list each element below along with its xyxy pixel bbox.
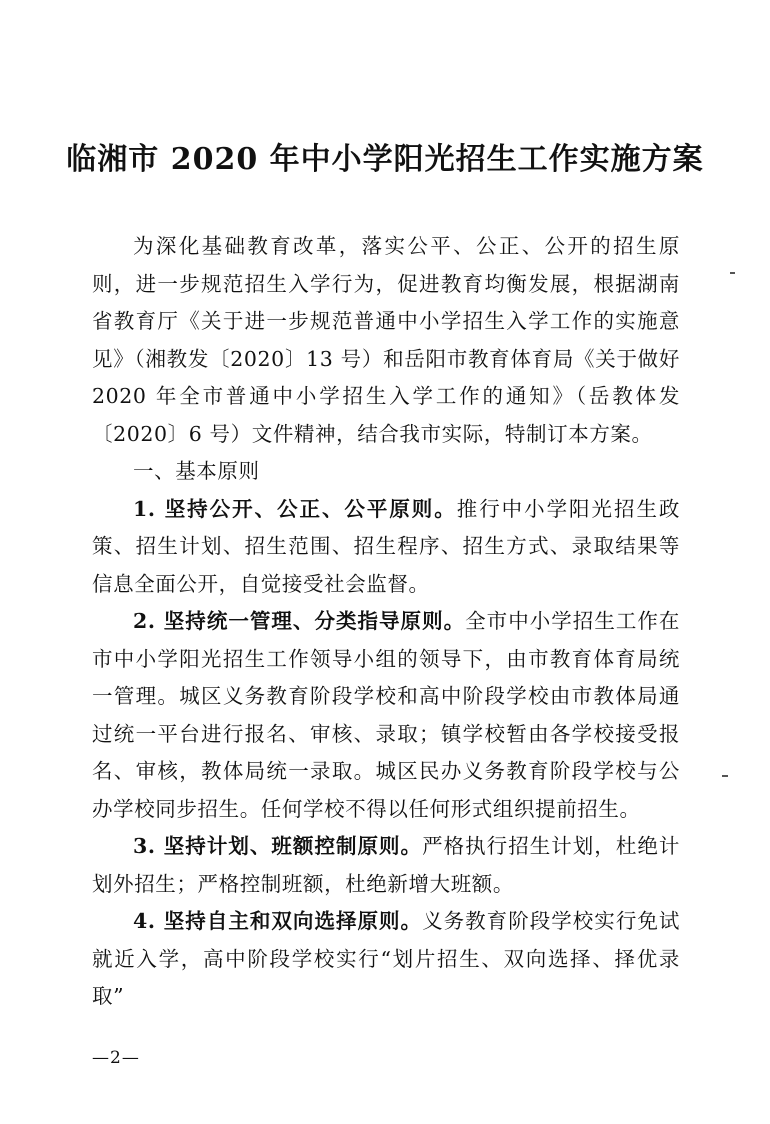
- principle-paragraph-3: [92, 828, 680, 903]
- scan-mark: [730, 272, 735, 274]
- principle-paragraph-4: [92, 903, 680, 1016]
- principle-text-3: 严格执行招生计划，杜绝计划外招生；严格控制班额，杜绝新增大班额。: [92, 834, 680, 896]
- scan-mark: [722, 775, 728, 777]
- principle-text-1: 推行中小学阳光招生政策、招生计划、招生范围、招生程序、招生方式、录取结果等信息全面公开，自觉接受社会监督。: [92, 496, 681, 596]
- principle-text-4: 义务教育阶段学校实行免试就近入学，高中阶段学校实行“划片招生、双向选择、择优录取”: [92, 909, 680, 1008]
- page-number: —2—: [92, 1048, 140, 1068]
- principle-title-3: 3. 坚持计划、班额控制原则。: [133, 834, 423, 858]
- principle-title-2: 2. 坚持统一管理、分类指导原则。: [133, 609, 466, 633]
- principle-title-1: 1. 坚持公开、公正、公平原则。: [133, 496, 457, 521]
- section-heading: 一、基本原则: [133, 459, 260, 483]
- document-body: [92, 228, 680, 1016]
- intro-paragraph: 为深化基础教育改革，落实公平、公正、公开的招生原则，进一步规范招生入学行为，促进教育均衡发展，根据湖南省教育厅《关于进一步规范普通中小学招生入学工作的实施意见》（湘教发〔2020〕13 号）和岳阳市教育体育局《关于做好 2020 年全市普通中小学招生入学工作的通知》（岳教体发〔2020〕6 号）文件精神，结合我市实际，特制订本方案。: [92, 234, 680, 446]
- principle-paragraph-2: [92, 603, 680, 828]
- principle-title-4: 4. 坚持自主和双向选择原则。: [133, 909, 423, 933]
- document-title: 临湘市 2020 年中小学阳光招生工作实施方案: [66, 142, 704, 177]
- principle-text-2: 全市中小学招生工作在市中小学阳光招生工作领导小组的领导下，由市教育体育局统一管理。城区义务教育阶段学校和高中阶段学校由市教体局通过统一平台进行报名、审核、录取；镇学校暂由各学校接受报名、审核，教体局统一录取。城区民办义务教育阶段学校与公办学校同步招生。任何学校不得以任何形式组织提前招生。: [92, 609, 680, 821]
- principle-paragraph-1: [92, 491, 680, 604]
